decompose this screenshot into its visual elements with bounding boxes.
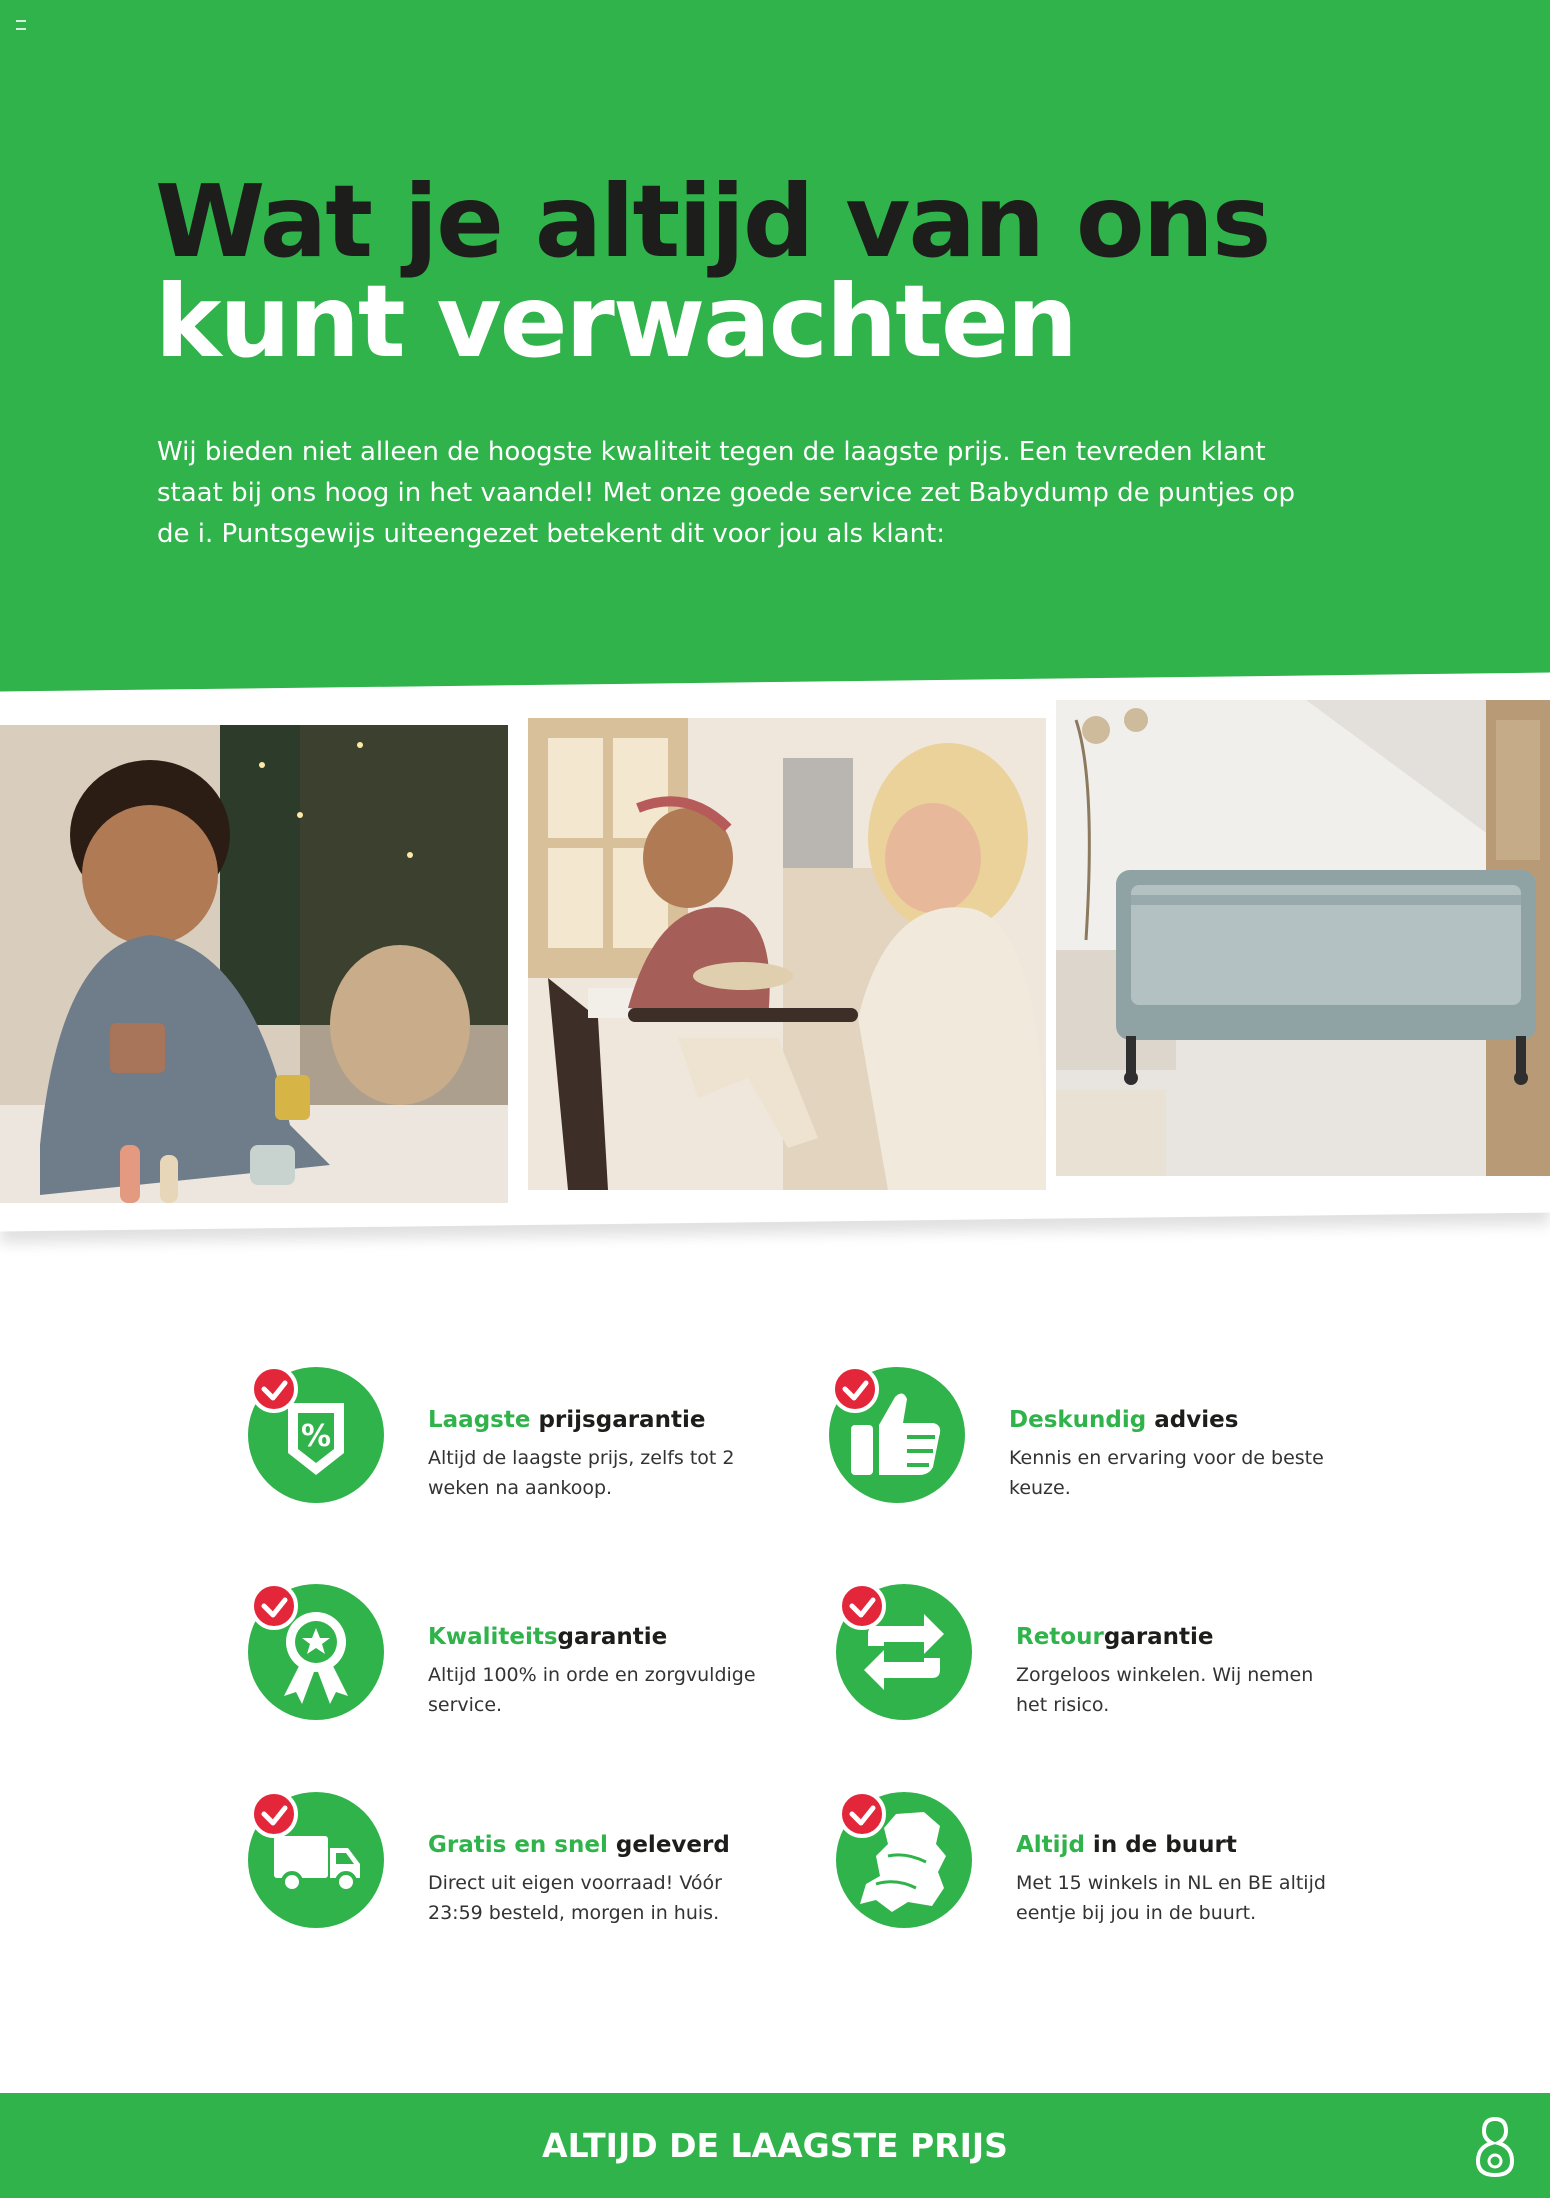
percent-tag-icon	[248, 1367, 384, 1503]
feature-title-highlight: Gratis en snel	[428, 1832, 608, 1858]
feature-expert-advice	[829, 1367, 1349, 1507]
feature-title-rest: advies	[1146, 1407, 1239, 1433]
footer-bar	[0, 2093, 1550, 2198]
feature-title-highlight: Retour	[1016, 1624, 1104, 1650]
quality-rosette-icon	[248, 1584, 384, 1720]
babydump-logo-icon[interactable]	[1470, 2115, 1520, 2179]
page-title-line-1: Wat je altijd van ons	[155, 163, 1270, 280]
feature-quality-guarantee	[248, 1584, 768, 1724]
feature-description: Direct uit eigen voorraad! Vóór 23:59 besteld, morgen in huis.	[428, 1872, 722, 1924]
feature-title-highlight: Deskundig	[1009, 1407, 1147, 1433]
feature-title-rest: garantie	[557, 1624, 668, 1650]
feature-description: Zorgeloos winkelen. Wij nemen het risico.	[1016, 1664, 1314, 1716]
feature-lowest-price-guarantee	[248, 1367, 768, 1507]
feature-title	[428, 1622, 667, 1652]
feature-description: Altijd 100% in orde en zorgvuldige service.	[428, 1664, 756, 1716]
feature-title	[1016, 1830, 1237, 1860]
page-title-line-2: kunt verwachten	[155, 263, 1076, 380]
delivery-truck-icon	[248, 1792, 384, 1928]
feature-title	[428, 1830, 730, 1860]
photo-baby-playing	[0, 725, 508, 1203]
feature-description: Kennis en ervaring voor de beste keuze.	[1009, 1447, 1324, 1499]
feature-title	[1016, 1622, 1214, 1652]
feature-title-rest: garantie	[1103, 1624, 1214, 1650]
feature-title	[1009, 1405, 1238, 1435]
feature-description: Altijd de laagste prijs, zelfs tot 2 weken na aankoop.	[428, 1447, 735, 1499]
page-title	[155, 163, 1270, 380]
feature-title-rest: in de buurt	[1084, 1832, 1237, 1858]
intro-paragraph: Wij bieden niet alleen de hoogste kwaliteit tegen de laagste prijs. Een tevreden klant staat bij ons hoog in het vaandel! Met onze goede service zet Babydump de puntjes op de i. Puntsgewijs uiteengezet betekent dit voor jou als klant:	[157, 437, 1296, 549]
thumbs-up-icon	[829, 1367, 965, 1503]
footer-slogan: ALTIJD DE LAAGSTE PRIJS	[542, 2126, 1008, 2165]
feature-title-highlight: Kwaliteits	[428, 1624, 558, 1650]
netherlands-map-icon	[836, 1792, 972, 1928]
return-arrows-icon	[836, 1584, 972, 1720]
feature-title-highlight: Altijd	[1016, 1832, 1085, 1858]
feature-title-highlight: Laagste	[428, 1407, 531, 1433]
feature-return-guarantee	[836, 1584, 1356, 1724]
photo-toddler-high-chair	[528, 718, 1046, 1190]
menu-icon[interactable]	[16, 20, 26, 30]
svg-text:%: %	[300, 1419, 332, 1454]
feature-title-rest: prijsgarantie	[530, 1407, 706, 1433]
feature-description: Met 15 winkels in NL en BE altijd eentje bij jou in de buurt.	[1016, 1872, 1326, 1924]
feature-title-rest: geleverd	[607, 1832, 730, 1858]
photo-travel-cot	[1056, 700, 1550, 1176]
feature-always-nearby	[836, 1792, 1356, 1932]
feature-title	[428, 1405, 705, 1435]
feature-free-fast-delivery	[248, 1792, 768, 1932]
hero-section	[0, 0, 1550, 720]
